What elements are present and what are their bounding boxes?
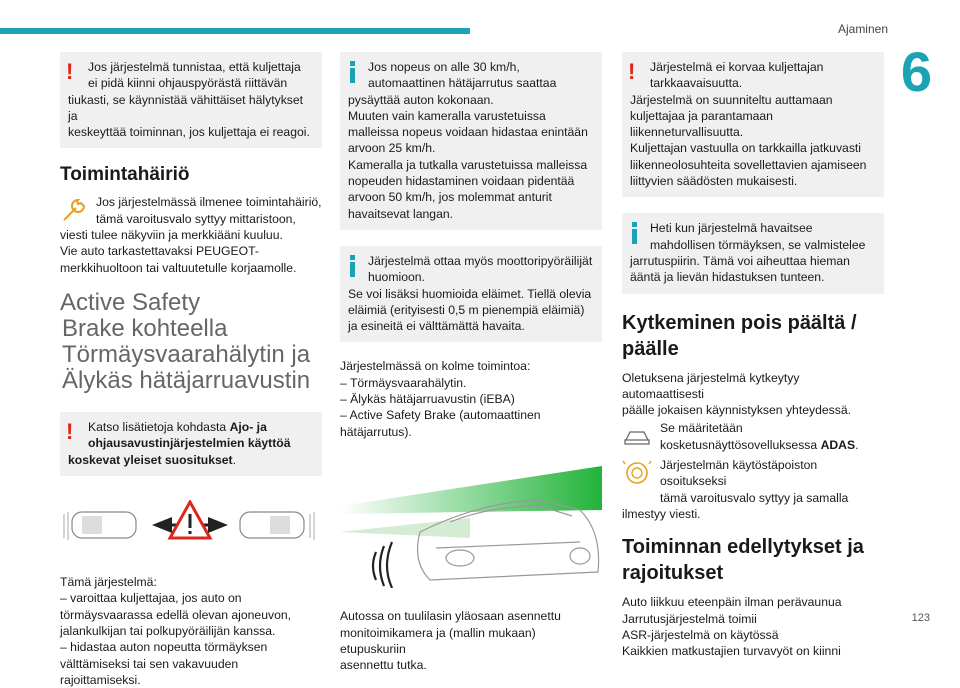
text-line: liikenneolosuhteita sovellettavien ajamiseen [630, 157, 867, 172]
text-line: Järjestelmä ottaa myös moottoripyöräilijät [368, 253, 593, 268]
text-line: huomioon. [368, 270, 425, 285]
text-line: mahdollisen törmäyksen, se valmistelee [650, 237, 866, 252]
wrench-icon [60, 196, 90, 224]
text-line: arvoon 25 km/h. [348, 141, 436, 156]
text-line: – varoittaa kuljettajaa, jos auto on [60, 591, 242, 606]
heading-toggle [622, 310, 884, 362]
car-settings-icon [622, 422, 652, 450]
info-icon [346, 61, 360, 83]
text-line: – hidastaa auton nopeutta törmäyksen [60, 640, 268, 655]
camera-radar-car-illustration [340, 462, 602, 588]
settings-row [622, 420, 884, 453]
text-line: törmäysvaarassa edellä olevan ajoneuvon, [60, 607, 292, 622]
text-span: . [855, 437, 859, 452]
text-line: Auto liikkuu eteenpäin ilman perävaunua [622, 595, 842, 610]
text-line: nopeuden hidastaminen voidaan pidentää [348, 174, 575, 189]
text-line: – Törmäysvaarahälytin. [340, 375, 467, 390]
section-title-line: Active Safety [60, 288, 201, 316]
text-line: liikenneturvallisuutta. [630, 125, 744, 140]
warning-exclamation-icon: ! [628, 59, 636, 84]
collision-warning-illustration [60, 500, 322, 554]
text-line: havaitsevat langan. [348, 206, 454, 221]
text-span: Katso lisätietoja kohdasta [88, 419, 230, 434]
text-line: pysäyttää auton kokonaan. [348, 92, 494, 107]
heading-fault: Toimintahäiriö [60, 164, 190, 186]
text-line: Järjestelmässä on kolme toimintoa: [340, 359, 531, 374]
text-line: hätäjarrutus). [340, 424, 412, 439]
text-span: . [232, 452, 237, 467]
text-line: Kuljettajan vastuulla on tarkkailla jatkuvasti [630, 141, 862, 156]
text-line: Se voi lisäksi huomioida eläimet. Tiellä olevia [348, 286, 592, 301]
fault-paragraph [60, 194, 322, 275]
warning-box [60, 52, 322, 148]
text-line: ASR-järjestelmä on käytössä [622, 627, 779, 642]
text-line: keskeyttää toiminnan, jos kuljettaja ei reagoi. [68, 125, 310, 140]
heading-line: Toiminnan edellytykset ja [622, 536, 864, 559]
text-line: tämä varoitusvalo syttyy ja samalla [660, 490, 849, 505]
section-title-line: Älykäs hätäjarruavustin [62, 366, 311, 394]
text-line: jalankulkijan tai polkupyöräilijän kanssa. [60, 624, 276, 639]
text-line: Järjestelmän käytöstäpoiston osoitukseksi [660, 458, 818, 489]
text-line: Tämä järjestelmä: [60, 575, 157, 590]
text-line: Kameralla ja tutkalla varustetuissa malleissa [348, 157, 588, 172]
info-box [622, 213, 884, 293]
chapter-number: 6 [900, 40, 932, 103]
text-line: Muuten vain kameralla varustetuissa [348, 108, 546, 123]
column-3 [622, 52, 884, 659]
lamp-row [622, 457, 884, 522]
text-line: päälle jokaisen käynnistyksen yhteydessä. [622, 403, 851, 418]
top-accent-bar [0, 28, 470, 34]
column-2 [340, 52, 602, 673]
text-line: Se määritetään [660, 421, 743, 436]
text-line: merkkihuoltoon tai valtuutetulle korjaamolle. [60, 260, 297, 275]
text-bold: ohjausavustinjärjestelmien käyttöä [88, 436, 291, 451]
section-title-line: Brake kohteella [62, 314, 228, 342]
text-line: liittyvien säädösten mukaisesti. [630, 174, 798, 189]
column-1 [60, 52, 322, 688]
text-line: ilmestyy viesti. [622, 506, 701, 521]
text-line: automaattinen hätäjarrutus saattaa [368, 76, 557, 91]
text-line: Oletuksena järjestelmä kytkeytyy automaattisesti [622, 370, 800, 401]
section-title [60, 290, 322, 394]
heading-line: päälle [622, 337, 679, 360]
text-line: Jos järjestelmä tunnistaa, että kuljettaja [88, 60, 301, 74]
collision-warning-lamp-icon [622, 459, 652, 487]
text-line: tämä varoitusvalo syttyy mittaristoon, [96, 211, 296, 226]
text-line: ei pidä kiinni ohjauspyörästä riittävän [88, 76, 288, 91]
heading-line: Kytkeminen pois päältä / [622, 311, 857, 334]
warning-box [60, 412, 322, 476]
text-line: Autossa on tuulilasin yläosaan asennettu [340, 609, 561, 624]
text-bold: Ajo- ja [229, 419, 267, 434]
text-bold: ADAS [820, 437, 856, 452]
text-line: tiukasti, se käynnistää vähittäiset hälytykset ja [68, 92, 304, 123]
text-line: tarkkaavaisuutta. [650, 76, 743, 91]
page-number: 123 [911, 612, 930, 624]
section-title-line: Törmäysvaarahälytin ja [62, 340, 311, 368]
text-line: Järjestelmä on suunniteltu auttamaan [630, 92, 833, 107]
text-line: ääntä ja lievän hidastuksen tunteen. [630, 270, 825, 285]
warning-box [622, 52, 884, 197]
text-bold: koskevat yleiset suositukset [68, 452, 233, 467]
text-line: Jarrutusjärjestelmä toimii [622, 611, 757, 626]
text-span: kosketusnäyttösovelluksessa [660, 437, 821, 452]
text-line: välttämiseksi tai sen vakavuuden rajoittamiseksi. [60, 656, 239, 687]
text-line: Heti kun järjestelmä havaitsee [650, 221, 813, 236]
heading-line: rajoitukset [622, 562, 724, 585]
info-box [340, 246, 602, 342]
warning-exclamation-icon: ! [66, 418, 74, 444]
text-line: ja esineitä ei välttämättä havaita. [348, 319, 525, 334]
text-line: eläimiä (erityisesti 0,5 m pienempiä eläimiä) [348, 302, 585, 317]
info-box [340, 52, 602, 230]
text-line: malleissa nopeus voidaan hidastaa enintään [348, 125, 588, 140]
chapter-title: Ajaminen [837, 22, 888, 36]
info-icon [628, 222, 642, 244]
text-line: arvoon 50 km/h, jos molemmat anturit [348, 190, 552, 205]
text-line: Kaikkien matkustajien turvavyöt on kiinni [622, 644, 841, 659]
text-line: Jos nopeus on alle 30 km/h, [368, 60, 520, 74]
text-line: asennettu tutka. [340, 658, 427, 673]
info-icon [346, 255, 360, 277]
text-line: kuljettajaa ja parantamaan [630, 108, 773, 123]
text-line: Jos järjestelmässä ilmenee toimintahäiriö, [96, 195, 322, 210]
text-line: Järjestelmä ei korvaa kuljettajan [650, 60, 824, 74]
text-line: – Älykäs hätäjarruavustin (iEBA) [340, 392, 515, 407]
heading-conditions [622, 534, 884, 586]
text-line: Vie auto tarkastettavaksi PEUGEOT- [60, 244, 259, 259]
warning-exclamation-icon: ! [66, 59, 74, 84]
text-line: monitoimikamera ja (mallin mukaan) etupuskuriin [340, 625, 536, 656]
text-line: – Active Safety Brake (automaattinen [340, 408, 541, 423]
text-line: jarrutuspiirin. Tämä voi aiheuttaa hieman [630, 253, 850, 268]
text-line: viesti tulee näkyviin ja merkkiääni kuuluu. [60, 228, 283, 243]
